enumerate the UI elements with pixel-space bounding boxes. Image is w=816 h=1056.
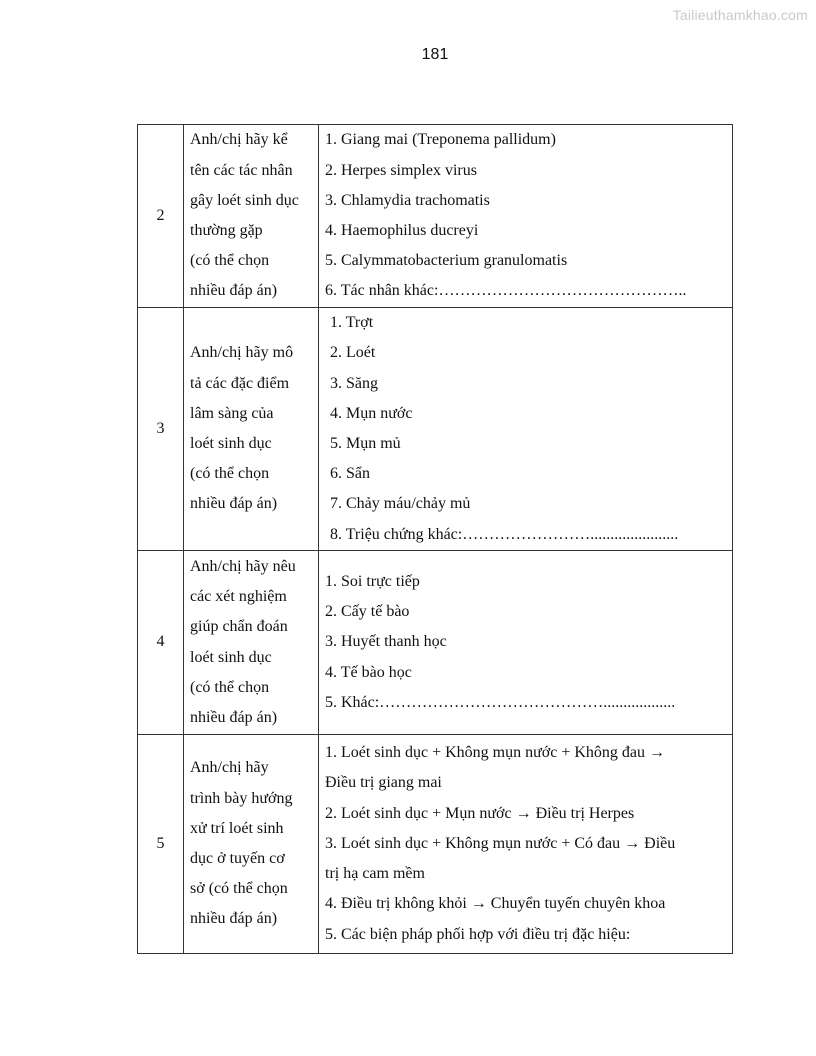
answer-option: 1. Soi trực tiếp — [325, 572, 420, 590]
question-line: nhiều đáp án) — [190, 910, 278, 928]
answer-option: 5. Calymmatobacterium granulomatis — [325, 252, 568, 270]
question-cell — [184, 735, 319, 954]
answers-cell — [319, 551, 733, 735]
question-line: loét sinh dục — [190, 435, 272, 452]
question-line: dục ở tuyến cơ — [190, 850, 285, 867]
question-line: giúp chẩn đoán — [190, 618, 288, 636]
answer-option: 5. Các biện pháp phối hợp với điều trị đặc hiệu: — [325, 925, 631, 943]
table-row — [138, 125, 733, 308]
row-number: 4 — [138, 551, 184, 735]
answers-cell — [319, 308, 733, 551]
answer-option: 1. Giang mai (Treponema pallidum) — [325, 131, 556, 149]
question-cell — [184, 551, 319, 735]
questionnaire-table — [137, 124, 733, 954]
question-line: Anh/chị hãy mô — [190, 344, 294, 362]
row-number: 5 — [138, 735, 184, 954]
answer-option: Điều trị giang mai — [325, 774, 442, 792]
answer-option: 3. Huyết thanh học — [325, 633, 447, 651]
question-line: thường gặp — [190, 222, 263, 239]
question-line: lâm sàng của — [190, 404, 274, 422]
page-number: 181 — [421, 46, 449, 63]
question-line: nhiều đáp án) — [190, 708, 278, 726]
question-line: (có thể chọn — [190, 465, 270, 483]
question-line: loét sinh dục — [190, 648, 272, 666]
question-line: (có thể chọn — [190, 252, 270, 270]
table-row — [138, 551, 733, 735]
question-line: (có thể chọn — [190, 678, 270, 696]
question-line: gây loét sinh dục — [190, 191, 299, 209]
table-row — [138, 735, 733, 954]
question-line: Anh/chị hãy nêu — [190, 557, 296, 575]
answer-option: 2. Loét sinh dục + Mụn nước → Điều trị Herpes — [325, 804, 635, 822]
answer-option: 3. Loét sinh dục + Không mụn nước + Có đau → Điều — [325, 834, 676, 852]
answer-option: 8. Triệu chứng khác:……………………...................... — [330, 525, 679, 543]
row-number: 2 — [138, 125, 184, 308]
answer-option: 4. Mụn nước — [330, 404, 413, 422]
question-line: các xét nghiệm — [190, 588, 287, 606]
question-line: nhiều đáp án) — [190, 282, 278, 300]
answer-option: 1. Trợt — [330, 314, 374, 332]
question-cell — [184, 308, 319, 551]
answers-cell — [319, 735, 733, 954]
answer-option: 2. Cấy tế bào — [325, 603, 410, 621]
question-line: trình bày hướng — [190, 789, 293, 807]
question-line: Anh/chị hãy kể — [190, 131, 288, 149]
answer-option: 3. Chlamydia trachomatis — [325, 191, 490, 209]
answer-option: 6. Tác nhân khác:……………………………………….. — [325, 282, 687, 300]
question-cell — [184, 125, 319, 308]
answer-option: 2. Loét — [330, 344, 376, 362]
answer-option: 3. Săng — [330, 374, 378, 392]
answer-option: trị hạ cam mềm — [325, 865, 425, 883]
row-number: 3 — [138, 308, 184, 551]
answer-option: 6. Sẩn — [330, 465, 370, 483]
answer-option: 4. Haemophilus ducreyi — [325, 222, 479, 239]
answer-option: 5. Khác:…………………………………….................. — [325, 693, 676, 711]
question-line: sở (có thể chọn — [190, 880, 288, 898]
question-line: tả các đặc điểm — [190, 374, 290, 392]
answer-option: 1. Loét sinh dục + Không mụn nước + Không đau → — [325, 744, 666, 762]
question-line: tên các tác nhân — [190, 161, 293, 179]
question-line: Anh/chị hãy — [190, 759, 269, 777]
question-line: xử trí loét sinh — [190, 819, 284, 837]
answers-cell — [319, 125, 733, 308]
question-line: nhiều đáp án) — [190, 495, 278, 513]
answer-option: 4. Điều trị không khỏi → Chuyển tuyến chuyên khoa — [325, 895, 666, 913]
answer-option: 7. Chảy máu/chảy mủ — [330, 495, 471, 513]
answer-option: 2. Herpes simplex virus — [325, 161, 477, 179]
watermark: Tailieuthamkhao.com — [672, 7, 808, 23]
answer-option: 4. Tế bào học — [325, 663, 412, 681]
table-row — [138, 308, 733, 551]
answer-option: 5. Mụn mủ — [330, 435, 401, 452]
